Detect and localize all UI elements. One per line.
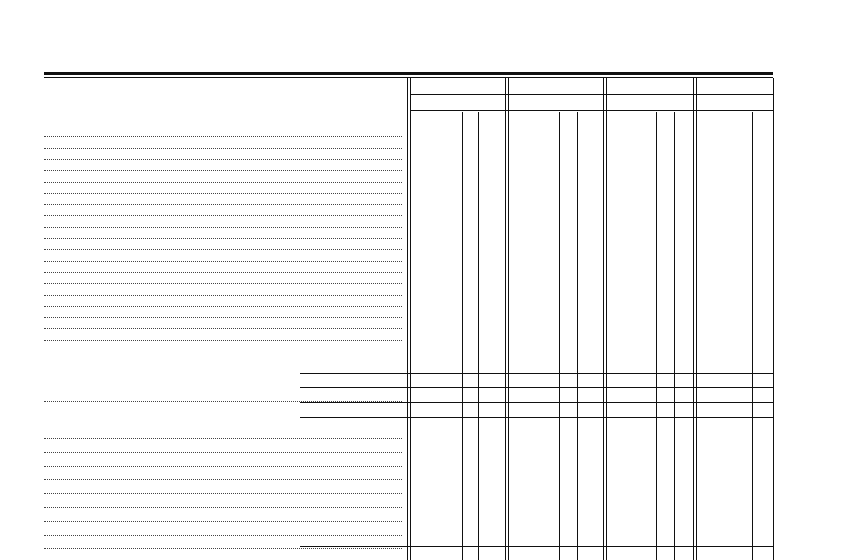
column-divider [508, 78, 509, 560]
sum-rule [300, 417, 773, 418]
header-bottom-rule [410, 110, 773, 111]
dot-leader [44, 203, 402, 205]
dot-leader [44, 465, 402, 467]
column-divider [693, 78, 694, 560]
dot-leader [44, 248, 402, 250]
header-mid-rule [410, 94, 773, 95]
dot-leader [44, 135, 402, 137]
dot-leader [44, 237, 402, 239]
sub-column-divider [462, 112, 463, 560]
dot-leader [44, 492, 402, 494]
top-rule-thick [44, 72, 773, 75]
column-divider [603, 78, 604, 560]
dot-leader [44, 506, 402, 508]
right-border [773, 78, 774, 560]
sub-column-divider [752, 112, 753, 560]
dot-leader [44, 282, 402, 284]
dot-leader [44, 547, 402, 549]
column-divider [505, 78, 506, 560]
dot-leader [44, 147, 402, 149]
top-rule-thin [44, 77, 773, 78]
dot-leader [44, 520, 402, 522]
column-divider [407, 78, 408, 560]
dot-leader [44, 316, 402, 318]
dot-leader [44, 339, 402, 341]
dot-leader [44, 294, 402, 296]
dot-leader [44, 305, 402, 307]
dot-leader [44, 271, 402, 273]
dot-leader [44, 437, 402, 439]
dot-leader [44, 192, 402, 194]
sum-rule [300, 373, 773, 374]
dot-leader [44, 214, 402, 216]
column-divider [696, 78, 697, 560]
column-divider [606, 78, 607, 560]
dot-leader [44, 534, 402, 536]
sub-column-divider [559, 112, 560, 560]
sum-rule [300, 546, 773, 547]
dot-leader [44, 181, 402, 183]
sum-rule [300, 387, 773, 388]
dot-leader [44, 158, 402, 160]
sum-rule [300, 402, 773, 403]
column-divider [410, 78, 411, 560]
sub-column-divider [674, 112, 675, 560]
sub-column-divider [577, 112, 578, 560]
sub-column-divider [656, 112, 657, 560]
dot-leader [44, 260, 402, 262]
dot-leader [44, 327, 402, 329]
dot-leader [44, 169, 402, 171]
dot-leader [44, 226, 402, 228]
sub-column-divider [478, 112, 479, 560]
dot-leader [44, 478, 402, 480]
dot-leader [44, 451, 402, 453]
